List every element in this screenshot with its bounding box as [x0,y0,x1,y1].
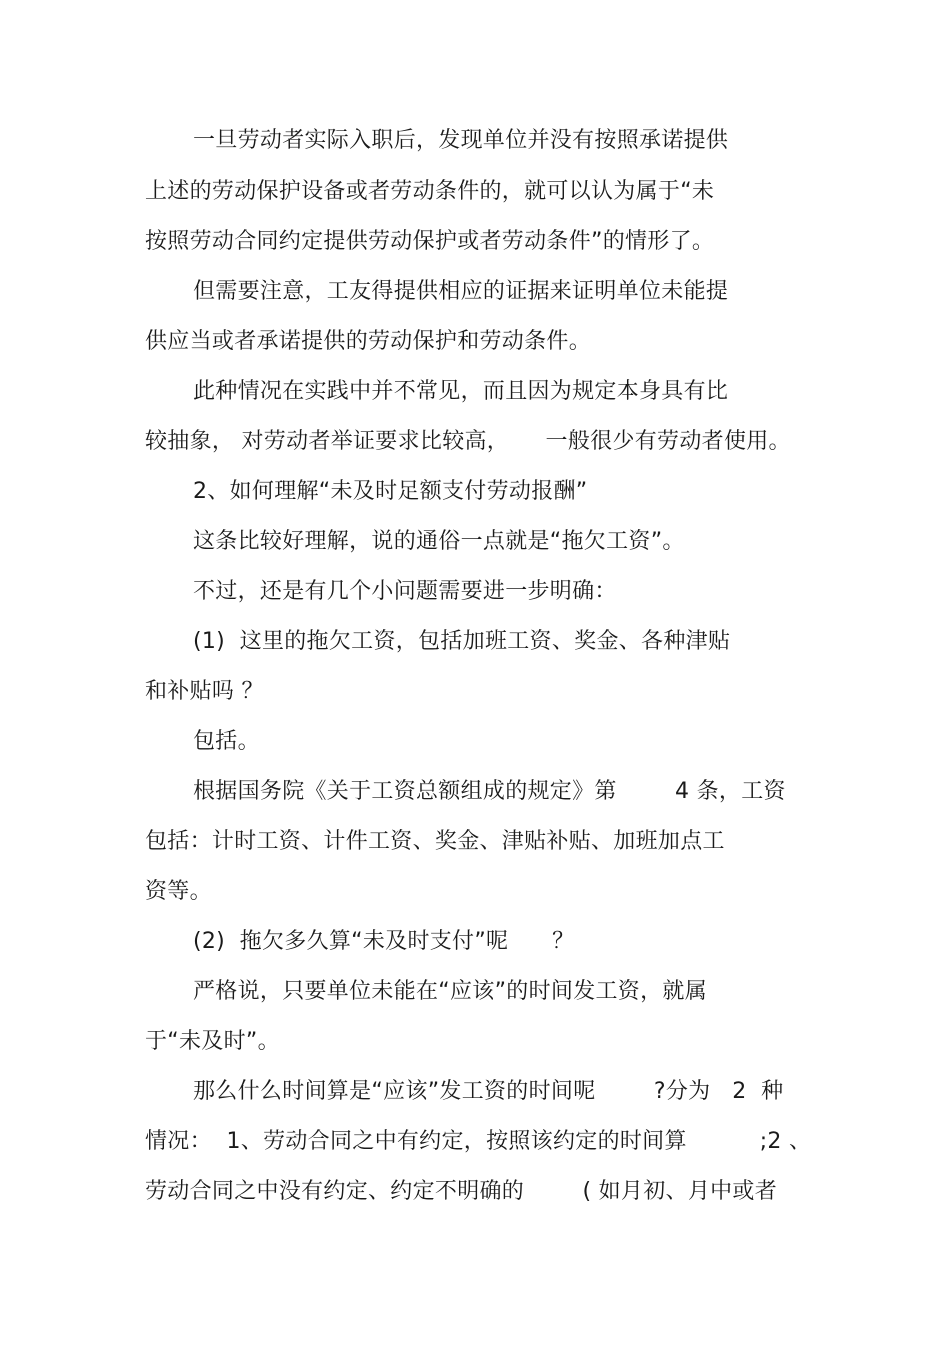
paragraph-line: 上述的劳动保护设备或者劳动条件的，就可以认为属于“未 [145,179,715,204]
paragraph-line: 那么什么时间算是“应该”发工资的时间呢 ?分为 2 种 [193,1079,784,1104]
paragraph-line: 此种情况在实践中并不常见，而且因为规定本身具有比 [193,379,729,404]
paragraph-line: 劳动合同之中没有约定、约定不明确的 ( 如月初、月中或者 [145,1179,778,1204]
paragraph-line: 严格说，只要单位未能在“应该”的时间发工资，就属 [193,979,707,1004]
paragraph-line: 但需要注意，工友得提供相应的证据来证明单位未能提 [193,279,729,304]
paragraph-line: 根据国务院《关于工资总额组成的规定》第 4 条，工资 [193,779,786,804]
paragraph-line: 不过，还是有几个小问题需要进一步明确： [193,579,617,604]
paragraph-line: 包括：计时工资、计件工资、奖金、津贴补贴、加班加点工 [145,829,725,854]
paragraph-line: 较抽象， 对劳动者举证要求比较高， 一般很少有劳动者使用。 [145,429,791,454]
section-heading: 2、如何理解“未及时足额支付劳动报酬” [193,479,588,504]
answer-line: 包括。 [193,729,260,754]
paragraph-line: 按照劳动合同约定提供劳动保护或者劳动条件”的情形了。 [145,229,715,254]
paragraph-line: 情况： 1、劳动合同之中有约定，按照该约定的时间算 ;2 、 [145,1129,812,1154]
paragraph-line: 资等。 [145,879,212,904]
question-line: (2) 拖欠多久算“未及时支付”呢 ？ [193,929,575,954]
question-line: (1) 这里的拖欠工资，包括加班工资、奖金、各种津贴 [193,629,731,654]
paragraph-line: 一旦劳动者实际入职后，发现单位并没有按照承诺提供 [193,128,729,153]
paragraph-line: 于“未及时”。 [145,1029,280,1054]
question-line: 和补贴吗 ？ [145,679,264,704]
paragraph-line: 这条比较好理解，说的通俗一点就是“拖欠工资”。 [193,529,685,554]
paragraph-line: 供应当或者承诺提供的劳动保护和劳动条件。 [145,329,592,354]
